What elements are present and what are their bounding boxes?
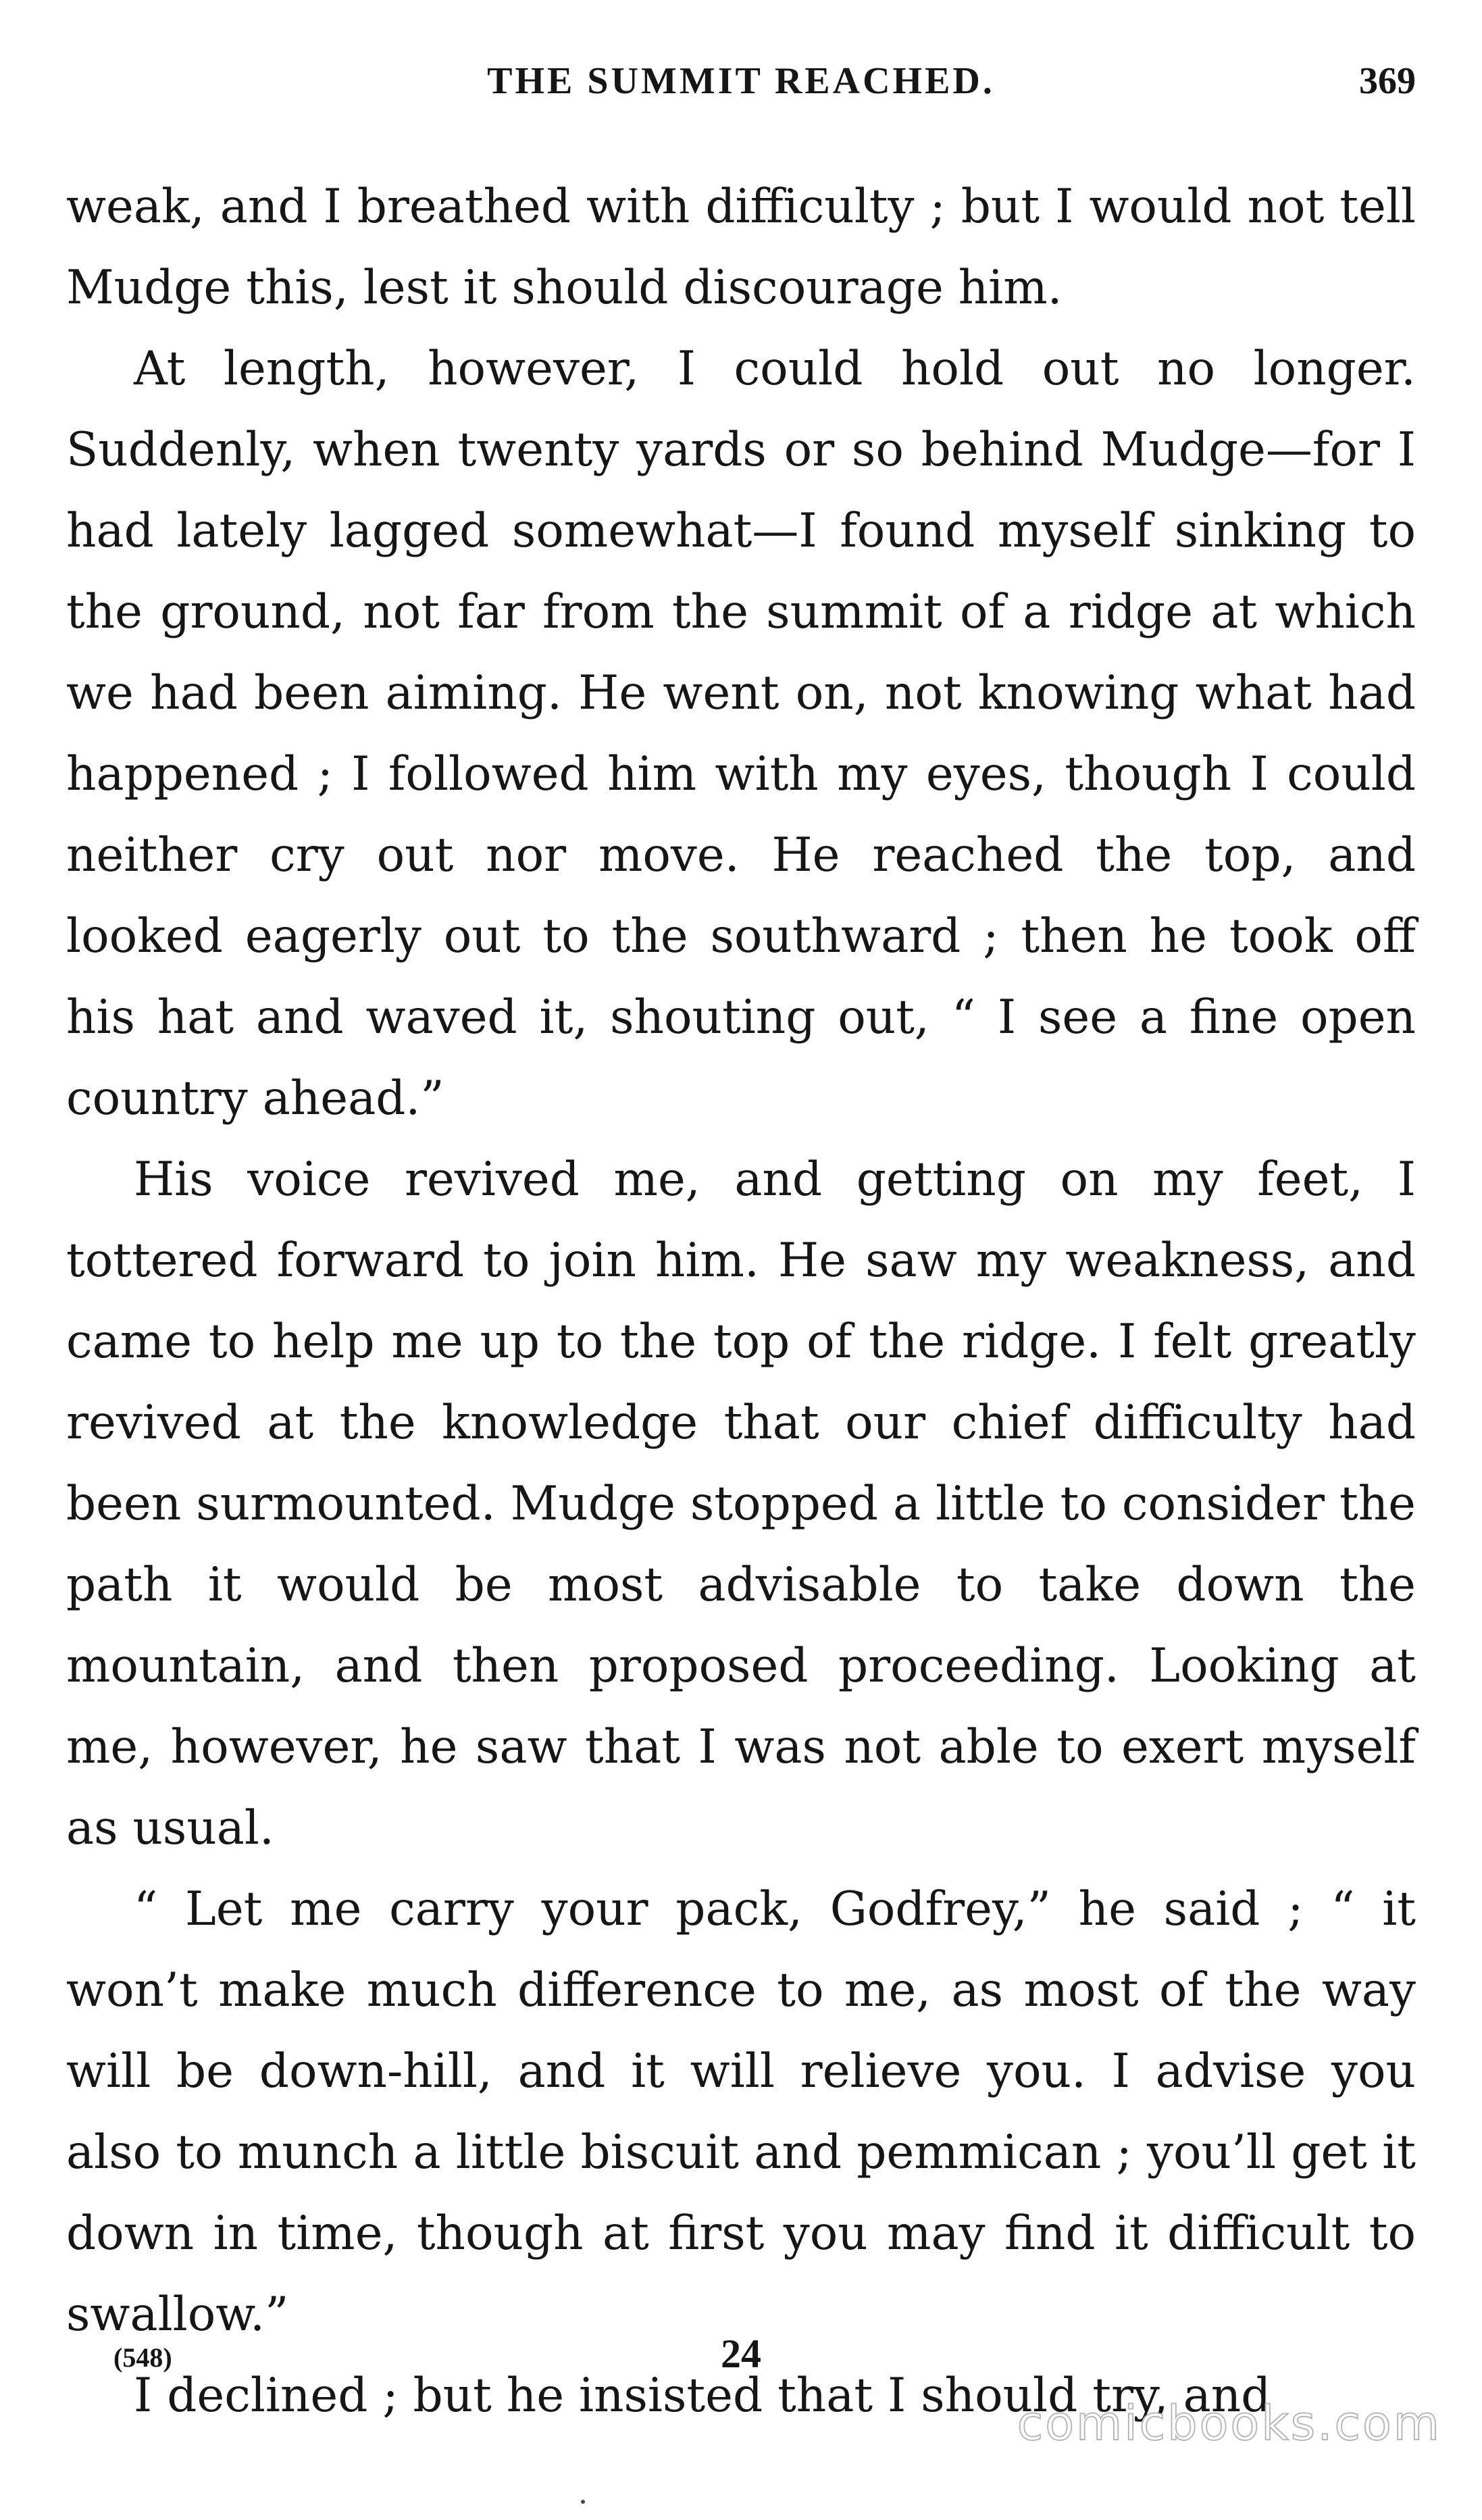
watermark: comicbooks.com (1017, 2396, 1441, 2451)
page-footer (66, 2331, 1416, 2392)
paragraph: I declined ; but he insisted that I should try, and (134, 2369, 1271, 2423)
paragraph-continued: weak, and I breathed with difficulty ; but I would not tell Mudge this, lest it should discourage him. (66, 180, 1416, 315)
paragraph: At length, however, I could hold out no longer. Suddenly, when twenty yards or so behind Mudge—for I had lately lagged somewhat—I found myself sinking to the ground, not far from the summit of a ridge at which we had been aiming. He went on, not knowing what had happened ; I followed him with my eyes, though I could neither cry out nor move. He reached the top, and looked eagerly out to the southward ; then he took off his hat and waved it, shouting out, “ I see a fine open country ahead.” (66, 342, 1416, 1126)
running-head (66, 59, 1416, 120)
body-text (66, 166, 1416, 2436)
paragraph: His voice revived me, and getting on my feet, I tottered forward to join him. He saw my weakness, and came to help me up to the top of the ridge. I felt greatly revived at the knowledge that our chief difficulty had been surmounted. Mudge stopped a little to consider the path it would be most advisable to take down the mountain, and then proposed proceeding. Looking at me, however, he saw that I was not able to exert myself as usual. (66, 1153, 1416, 1855)
running-title: THE SUMMIT REACHED. (487, 60, 995, 102)
signature-mark: 24 (721, 2332, 761, 2376)
paragraph: “ Let me carry your pack, Godfrey,” he said ; “ it won’t make much difference to me, as most of the way will be down-hill, and it will relieve you. I advise you also to munch a little biscuit and pemmican ; you’ll get it down in time, though at first you may find it difficult to swallow.” (66, 1882, 1416, 2342)
print-speck (581, 2500, 585, 2504)
printer-signature: (548) (113, 2342, 172, 2373)
page-number: 369 (1359, 60, 1416, 102)
